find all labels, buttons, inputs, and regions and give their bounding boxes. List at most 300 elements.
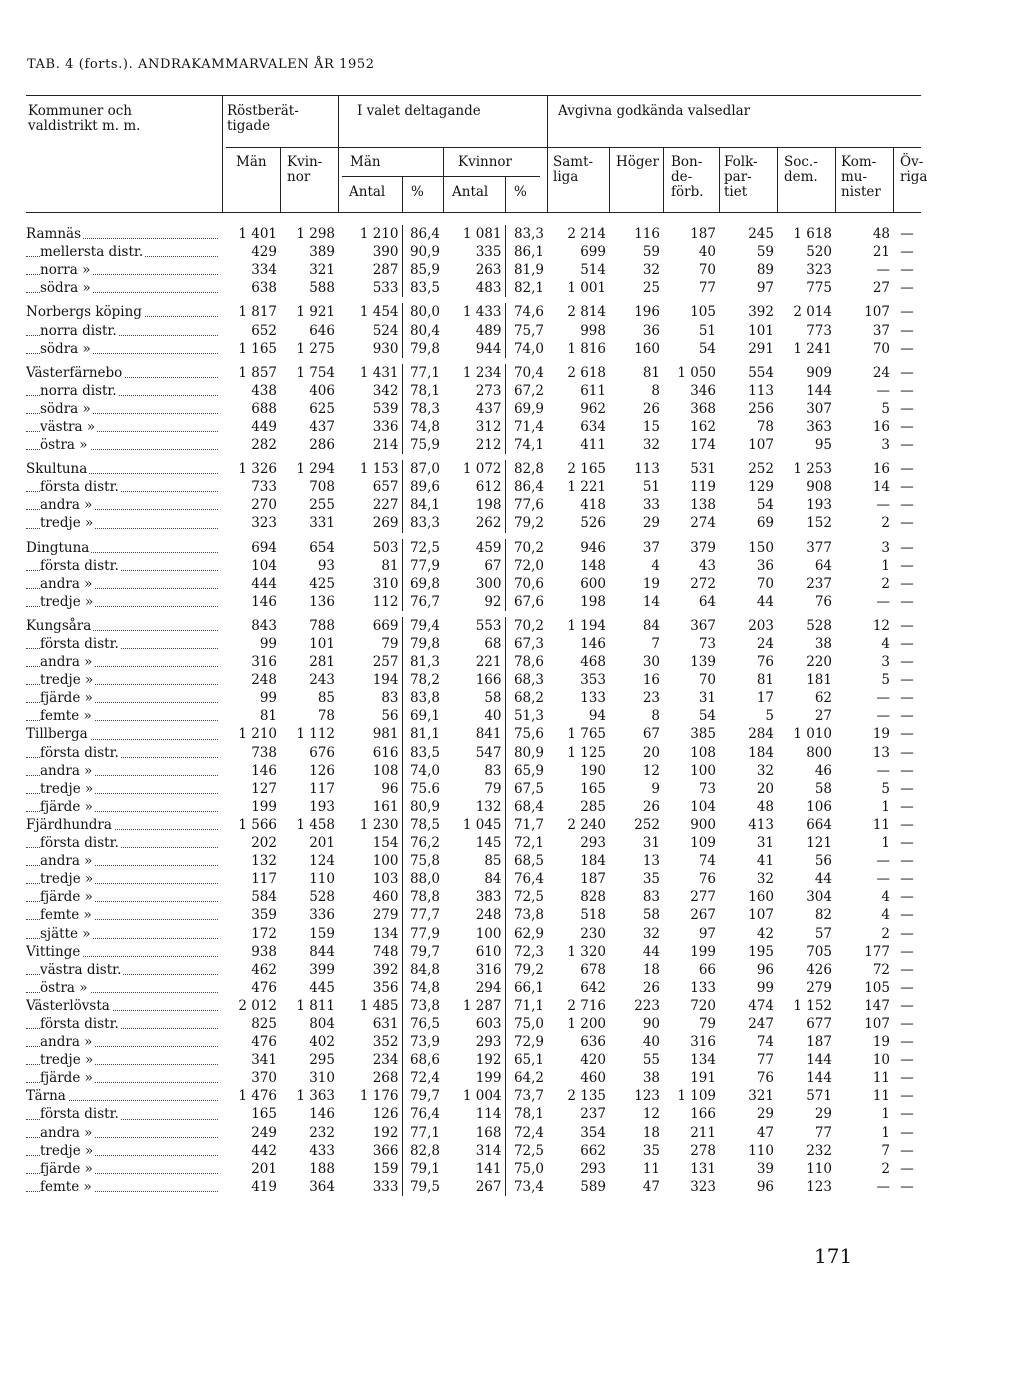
row-label — [26, 418, 222, 436]
table-cell: 962 — [580, 400, 606, 417]
table-cell: 42 — [756, 925, 774, 942]
table-cell: — — [900, 400, 914, 417]
table-cell: 946 — [580, 539, 606, 556]
table-row — [26, 798, 921, 816]
row-label — [26, 707, 222, 725]
row-label-text: Fjärdhundra — [26, 816, 112, 833]
table-cell: 8 — [651, 708, 660, 725]
table-cell: 664 — [806, 816, 832, 833]
table-row — [26, 906, 921, 924]
header-vrule — [663, 147, 664, 212]
table-cell: 390 — [372, 244, 399, 261]
table-cell: 105 — [690, 304, 716, 321]
table-cell: 35 — [642, 1142, 660, 1159]
table-cell: 263 — [475, 262, 502, 279]
table-cell: 531 — [690, 461, 716, 478]
table-cell: 1 072 — [462, 461, 502, 478]
table-cell: 162 — [690, 418, 716, 435]
table-cell: — — [900, 226, 914, 243]
table-cell: 166 — [690, 1106, 716, 1123]
table-row — [26, 834, 921, 852]
table-cell: 12 — [642, 762, 660, 779]
row-label-text: tredje » — [40, 1052, 94, 1069]
table-cell: 1 326 — [238, 461, 277, 478]
table-cell: 184 — [580, 853, 606, 870]
row-label-text: femte » — [40, 1178, 92, 1195]
table-cell: 83,5 — [402, 279, 443, 300]
table-cell: 181 — [806, 672, 832, 689]
row-label — [26, 400, 222, 418]
table-cell: 44 — [642, 943, 660, 960]
table-cell: 310 — [309, 1070, 335, 1087]
table-cell: 150 — [748, 539, 774, 556]
table-cell: 379 — [690, 539, 716, 556]
table-cell: 616 — [372, 744, 399, 761]
table-cell: 10 — [872, 1052, 890, 1069]
table-cell: 247 — [748, 1015, 774, 1032]
table-cell: 29 — [756, 1106, 774, 1123]
table-cell: 248 — [251, 672, 277, 689]
table-cell: 1 454 — [359, 304, 399, 321]
table-cell: 79,8 — [402, 635, 443, 653]
row-label-text: femte » — [40, 907, 92, 924]
table-cell: 603 — [475, 1015, 502, 1032]
table-cell: 1 — [881, 1106, 890, 1123]
table-cell: 79,1 — [402, 1160, 443, 1178]
table-cell: 383 — [475, 889, 502, 906]
row-label-text: norra distr. — [40, 322, 117, 339]
row-label-text: andra » — [40, 762, 93, 779]
table-cell: — — [876, 262, 890, 279]
table-cell: 47 — [642, 1178, 660, 1195]
table-cell: 96 — [381, 780, 399, 797]
row-label-text: västra distr. — [40, 961, 122, 978]
table-cell: 31 — [756, 835, 774, 852]
table-cell: — — [900, 1052, 914, 1069]
table-cell: 99 — [756, 979, 774, 996]
table-cell: 168 — [475, 1124, 502, 1141]
table-cell: 248 — [475, 907, 502, 924]
table-row — [26, 557, 921, 575]
table-row — [26, 1124, 921, 1142]
table-cell: 68,3 — [505, 671, 547, 689]
table-cell: 1 — [881, 798, 890, 815]
table-cell: 2 165 — [567, 461, 606, 478]
header-samtliga: Samt- liga — [553, 154, 594, 185]
table-cell: 26 — [642, 798, 660, 815]
table-cell: 353 — [580, 672, 606, 689]
table-cell: 79,2 — [505, 961, 547, 979]
table-cell: 419 — [251, 1178, 277, 1195]
table-cell: 76 — [814, 593, 832, 610]
table-cell: 58 — [814, 780, 832, 797]
table-cell: 249 — [251, 1124, 277, 1141]
table-cell: 81 — [381, 557, 399, 574]
table-cell: 67,2 — [505, 382, 547, 400]
table-cell: 21 — [872, 244, 890, 261]
table-cell: 64 — [698, 593, 716, 610]
table-cell: 323 — [690, 1178, 716, 1195]
table-cell: 72,9 — [505, 1033, 547, 1051]
table-cell: 413 — [748, 816, 774, 833]
table-cell: 402 — [309, 1034, 335, 1051]
table-cell: 70,2 — [505, 614, 547, 635]
table-cell: 80,9 — [402, 798, 443, 816]
table-cell: 76,4 — [505, 870, 547, 888]
row-label — [26, 478, 222, 496]
table-cell: 108 — [690, 744, 716, 761]
table-cell: — — [876, 690, 890, 707]
table-cell: 152 — [806, 515, 832, 532]
table-cell: 104 — [690, 798, 716, 815]
table-cell: 571 — [806, 1088, 832, 1105]
table-row — [26, 780, 921, 798]
header-socdem: Soc.- dem. — [784, 154, 818, 185]
table-cell: 86,4 — [402, 225, 443, 243]
table-cell: 16 — [872, 418, 890, 435]
table-cell: 1 363 — [296, 1088, 335, 1105]
table-cell: 352 — [372, 1034, 399, 1051]
table-cell: 106 — [806, 798, 832, 815]
table-cell: 44 — [756, 593, 774, 610]
table-cell: 282 — [251, 437, 277, 454]
table-cell: 1 294 — [296, 461, 335, 478]
table-cell: 230 — [580, 925, 606, 942]
table-cell: 2 012 — [238, 997, 277, 1014]
row-label — [26, 279, 222, 300]
row-label-text: andra » — [40, 853, 93, 870]
table-cell: 144 — [806, 382, 832, 399]
table-cell: 13 — [872, 744, 890, 761]
table-cell: 86,4 — [505, 478, 547, 496]
table-cell: 100 — [372, 853, 399, 870]
table-cell: 367 — [690, 617, 716, 634]
row-label-text: Kungsåra — [26, 617, 92, 634]
row-label-text: Dingtuna — [26, 539, 90, 556]
table-cell: 83,8 — [402, 689, 443, 707]
table-cell: 66 — [698, 961, 716, 978]
table-cell: — — [900, 1178, 914, 1195]
row-label — [26, 225, 222, 243]
table-cell: 1 857 — [238, 364, 277, 381]
table-cell: 75.6 — [402, 780, 443, 798]
table-cell: 73,8 — [505, 906, 547, 924]
table-cell: 908 — [806, 479, 832, 496]
table-cell: 4 — [651, 557, 660, 574]
table-cell: 1 112 — [296, 726, 335, 743]
row-label — [26, 689, 222, 707]
table-cell: — — [900, 780, 914, 797]
table-cell: 420 — [580, 1052, 606, 1069]
table-cell: 7 — [651, 636, 660, 653]
header-vrule — [443, 147, 444, 212]
table-cell: — — [900, 304, 914, 321]
table-cell: 126 — [309, 762, 335, 779]
table-cell: 74 — [698, 853, 716, 870]
table-cell: — — [900, 889, 914, 906]
table-cell: 56 — [381, 708, 399, 725]
table-cell: 1 165 — [238, 340, 277, 357]
table-cell: 331 — [309, 515, 335, 532]
table-cell: 83 — [642, 889, 660, 906]
table-row — [26, 361, 921, 382]
table-cell: 652 — [251, 322, 277, 339]
table-cell: 70 — [756, 575, 774, 592]
table-cell: 113 — [748, 382, 774, 399]
table-cell: 73,8 — [402, 997, 443, 1015]
table-cell: 32 — [756, 762, 774, 779]
table-cell: 40 — [642, 1034, 660, 1051]
header-bottom-rule — [26, 212, 921, 213]
table-cell: 2 — [881, 1160, 890, 1177]
row-label — [26, 536, 222, 557]
table-cell: 316 — [251, 654, 277, 671]
table-row — [26, 744, 921, 762]
table-cell: 385 — [690, 726, 716, 743]
table-cell: 174 — [690, 437, 716, 454]
table-cell: 59 — [642, 244, 660, 261]
table-cell: 36 — [642, 322, 660, 339]
table-cell: 196 — [634, 304, 660, 321]
table-cell: 476 — [251, 1034, 277, 1051]
table-cell: 211 — [690, 1124, 716, 1141]
table-cell: 17 — [756, 690, 774, 707]
table-cell: 1 081 — [462, 226, 502, 243]
table-cell: 256 — [748, 400, 774, 417]
table-cell: 459 — [475, 539, 502, 556]
table-cell: 202 — [251, 835, 277, 852]
table-cell: 449 — [251, 418, 277, 435]
table-cell: — — [900, 437, 914, 454]
header-pct-kvinnor: % — [514, 184, 527, 200]
table-cell: 748 — [372, 943, 399, 960]
table-cell: 268 — [372, 1070, 399, 1087]
table-cell: 121 — [806, 835, 832, 852]
table-cell: 646 — [309, 322, 335, 339]
table-cell: 406 — [309, 382, 335, 399]
row-label-text: andra » — [40, 1124, 93, 1141]
header-vrule — [222, 95, 223, 212]
table-cell: 69,8 — [402, 575, 443, 593]
table-cell: 86,1 — [505, 243, 547, 261]
header-vrule — [505, 177, 506, 212]
table-cell: 286 — [309, 437, 335, 454]
table-cell: 71,1 — [505, 997, 547, 1015]
table-cell: 107 — [864, 304, 890, 321]
table-cell: 54 — [698, 340, 716, 357]
table-cell: 187 — [580, 871, 606, 888]
table-cell: 72,1 — [505, 834, 547, 852]
table-cell: 1 566 — [238, 816, 277, 833]
table-cell: 90,9 — [402, 243, 443, 261]
table-cell: 1 200 — [567, 1015, 606, 1032]
table-cell: 9 — [651, 780, 660, 797]
table-cell: 78 — [756, 418, 774, 435]
table-cell: 77 — [756, 1052, 774, 1069]
table-cell: 77,9 — [402, 924, 443, 942]
row-label — [26, 1105, 222, 1123]
table-cell: — — [900, 575, 914, 592]
table-cell: 79,4 — [402, 614, 443, 635]
table-cell: 462 — [251, 961, 277, 978]
table-cell: 146 — [309, 1106, 335, 1123]
table-cell: 89 — [756, 262, 774, 279]
table-cell: 909 — [806, 364, 832, 381]
table-cell: 93 — [317, 557, 335, 574]
table-cell: 126 — [372, 1106, 399, 1123]
table-cell: 370 — [251, 1070, 277, 1087]
table-cell: 165 — [580, 780, 606, 797]
table-cell: 14 — [642, 593, 660, 610]
table-cell: — — [900, 925, 914, 942]
table-cell: 1 — [881, 835, 890, 852]
table-cell: 1 458 — [296, 816, 335, 833]
table-cell: 57 — [814, 925, 832, 942]
table-cell: — — [900, 340, 914, 357]
table-cell: 442 — [251, 1142, 277, 1159]
table-cell: 119 — [690, 479, 716, 496]
table-row — [26, 1087, 921, 1105]
table-cell: 638 — [251, 280, 277, 297]
table-cell: 199 — [251, 798, 277, 815]
header-i-valet: I valet deltagande — [357, 103, 481, 119]
row-label-text: första distr. — [40, 1015, 119, 1032]
table-cell: 1 485 — [359, 997, 399, 1014]
header-bondeforb: Bon- de- förb. — [671, 154, 704, 200]
row-label-text: Norbergs köping — [26, 304, 142, 321]
row-label — [26, 816, 222, 834]
table-row — [26, 1069, 921, 1087]
row-label-text: tredje » — [40, 780, 94, 797]
table-row — [26, 382, 921, 400]
row-label — [26, 997, 222, 1015]
row-label — [26, 557, 222, 575]
table-cell: 85 — [317, 690, 335, 707]
table-cell: 187 — [690, 226, 716, 243]
table-cell: 100 — [690, 762, 716, 779]
table-cell: 720 — [690, 997, 716, 1014]
table-cell: 2 716 — [567, 997, 606, 1014]
table-cell: 19 — [872, 726, 890, 743]
table-cell: 71,7 — [505, 816, 547, 834]
table-cell: 76,5 — [402, 1015, 443, 1033]
table-cell: — — [900, 997, 914, 1014]
table-cell: 705 — [806, 943, 832, 960]
table-cell: 114 — [475, 1106, 502, 1123]
table-cell: 237 — [580, 1106, 606, 1123]
header-vrule — [338, 95, 339, 212]
table-cell: 1 401 — [238, 226, 277, 243]
table-cell: 29 — [642, 515, 660, 532]
table-cell: — — [900, 280, 914, 297]
table-cell: 214 — [372, 437, 399, 454]
table-cell: 67,6 — [505, 593, 547, 614]
table-cell: 460 — [580, 1070, 606, 1087]
table-cell: 70 — [698, 262, 716, 279]
table-cell: 90 — [642, 1015, 660, 1032]
table-cell: 295 — [309, 1052, 335, 1069]
table-cell: 237 — [806, 575, 832, 592]
table-cell: 69,9 — [505, 400, 547, 418]
table-cell: 547 — [475, 744, 502, 761]
table-row — [26, 243, 921, 261]
table-cell: 528 — [309, 889, 335, 906]
row-label — [26, 924, 222, 942]
row-label — [26, 671, 222, 689]
table-cell: 708 — [309, 479, 335, 496]
table-cell: 657 — [372, 479, 399, 496]
table-cell: 89,6 — [402, 478, 443, 496]
table-cell: 32 — [756, 871, 774, 888]
table-cell: 1 176 — [359, 1088, 399, 1105]
row-label-text: tredje » — [40, 871, 94, 888]
table-cell: 76,4 — [402, 1105, 443, 1123]
table-cell: 81,3 — [402, 653, 443, 671]
table-cell: 77,6 — [505, 496, 547, 514]
table-cell: 79,8 — [402, 340, 443, 361]
table-cell: 148 — [580, 557, 606, 574]
table-row — [26, 575, 921, 593]
table-cell: 11 — [872, 816, 890, 833]
table-cell: 104 — [251, 557, 277, 574]
table-cell: 520 — [806, 244, 832, 261]
table-row — [26, 1033, 921, 1051]
table-cell: 47 — [756, 1124, 774, 1141]
table-cell: 389 — [309, 244, 335, 261]
table-cell: — — [900, 1142, 914, 1159]
table-cell: — — [900, 244, 914, 261]
table-cell: 678 — [580, 961, 606, 978]
table-cell: — — [876, 871, 890, 888]
table-cell: 524 — [372, 322, 399, 339]
table-cell: 2 618 — [567, 364, 606, 381]
table-cell: 54 — [698, 708, 716, 725]
table-cell: 314 — [475, 1142, 502, 1159]
table-cell: 518 — [580, 907, 606, 924]
table-cell: 377 — [806, 539, 832, 556]
row-label — [26, 1142, 222, 1160]
table-cell: 97 — [756, 280, 774, 297]
table-cell: 526 — [580, 515, 606, 532]
table-cell: 83,3 — [505, 225, 547, 243]
row-label-text: andra » — [40, 654, 93, 671]
table-cell: 116 — [634, 226, 660, 243]
table-cell: 733 — [251, 479, 277, 496]
table-cell: 78,3 — [402, 400, 443, 418]
row-label — [26, 834, 222, 852]
header-folkpartiet: Folk- par- tiet — [724, 154, 758, 200]
table-cell: — — [900, 744, 914, 761]
row-label — [26, 635, 222, 653]
row-label-text: mellersta distr. — [40, 244, 144, 261]
table-cell: 113 — [634, 461, 660, 478]
table-cell: 132 — [251, 853, 277, 870]
row-label — [26, 457, 222, 478]
table-cell: 29 — [814, 1106, 832, 1123]
header-kvinnor: Kvinnor — [458, 154, 512, 170]
table-cell: 600 — [580, 575, 606, 592]
table-cell: 669 — [372, 617, 399, 634]
table-cell: 269 — [372, 515, 399, 532]
row-label-text: första distr. — [40, 744, 119, 761]
table-cell: 68,4 — [505, 798, 547, 816]
table-cell: 48 — [872, 226, 890, 243]
table-cell: 243 — [309, 672, 335, 689]
table-cell: 399 — [309, 961, 335, 978]
row-label — [26, 1015, 222, 1033]
table-cell: 998 — [580, 322, 606, 339]
table-cell: 192 — [475, 1052, 502, 1069]
